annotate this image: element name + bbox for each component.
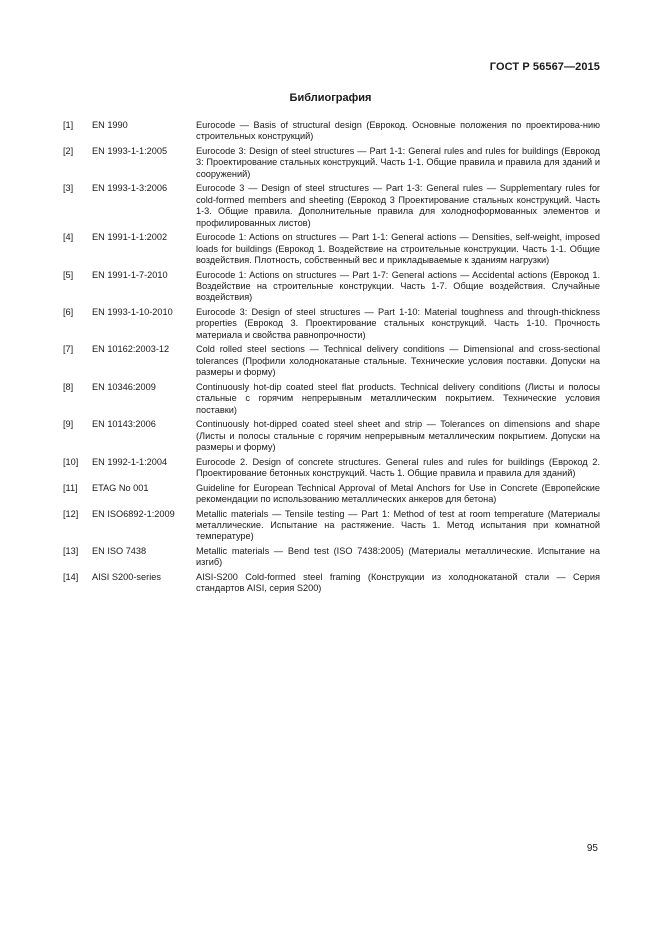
bibliography-entry [63,120,600,143]
entry-number: [8] [63,381,74,392]
entry-code: EN 1993-1-3:2006 [92,183,168,194]
entry-code: EN 1993-1-10-2010 [92,307,173,318]
entry-number: [10] [63,456,79,467]
entry-number: [4] [63,232,74,243]
entry-number: [6] [63,307,74,318]
bibliography-entry [63,572,600,595]
page-number: 95 [586,843,598,854]
bibliography-entry [63,509,600,543]
bibliography-entry [63,546,600,569]
bibliography-entry [63,232,600,266]
entry-code: EN 10143:2006 [92,419,156,430]
entry-number: [9] [63,419,74,430]
entry-description: Eurocode 3: Design of steel structures — Part 1-10: Material toughness and through-thickness properties (Еврокод 3. Проектирование стальных конструкций. Часть 1-10. Прочность материала и свойства равнопрочности) [196,307,600,340]
entry-code: EN 10346:2009 [92,381,156,392]
entry-code: ETAG No 001 [92,482,149,493]
entry-description: Eurocode 2. Design of concrete structures. General rules and rules for buildings (Еврокод 2. Проектирование бетонных конструкций. Часть 1. Общие правила и правила для зданий) [196,456,600,479]
entry-code: EN 1992-1-1:2004 [92,456,168,467]
entry-code: EN 10162:2003-12 [92,344,170,355]
bibliography-title: Библиография [289,92,372,104]
bibliography-entry [63,344,600,378]
entry-number: [11] [63,482,78,493]
entry-description: Eurocode 1: Actions on structures — Part 1-1: General actions — Densities, self-weight, imposed loads for buildings (Еврокод 1. Воздействие на строительные конструкции. Часть 1-1. Общие воздействия. Плотность, собственный вес и прикладываемые к зданиям нагрузки) [196,232,600,266]
entry-number: [13] [63,546,79,557]
entry-number: [5] [63,269,74,280]
entry-number: [7] [63,344,74,355]
entry-code: AISI S200-series [92,572,161,583]
entry-code: EN 1993-1-1:2005 [92,146,168,156]
entry-description: Eurocode 3 — Design of steel structures — Part 1-3: General rules — Supplementary rules for cold-formed members and sheeting (Еврокод 3 Проектирование стальных конструкций. Часть 1-3. Общие правила. Дополнительные правила для холодноформованных элементов и профилированных листов) [196,183,600,228]
bibliography-entry [63,146,600,180]
standard-designation: ГОСТ Р 56567—2015 [489,61,600,73]
entry-code: EN ISO 7438 [92,546,147,557]
entry-description: Metallic materials — Bend test (ISO 7438:2005) (Материалы металлические. Испытание на изгиб) [196,546,600,568]
bibliography-entry [63,457,600,480]
bibliography-entry [63,483,600,506]
entry-code: EN ISO6892-1:2009 [92,508,175,519]
entry-number: [2] [63,146,74,156]
bibliography-entry [63,183,600,229]
entry-code: EN 1991-1-7-2010 [92,269,168,280]
bibliography-entry [63,419,600,453]
entry-number: [3] [63,183,74,194]
entry-description: Continuously hot-dip coated steel flat products. Technical delivery conditions (Листы и полосы стальные с горячим непрерывным металлическим покрытием. Технические условия поставки) [196,381,600,415]
entry-description: Metallic materials — Tensile testing — Part 1: Method of test at room temperature (Материалы металлические. Испытание на растяжение. Часть 1. Метод испытания при комнатной температуре) [196,508,600,542]
bibliography-list [63,120,600,598]
entry-number: [1] [63,120,74,130]
entry-code: EN 1990 [92,120,128,130]
entry-description: Cold rolled steel sections — Technical delivery conditions — Dimensional and cross-sectional tolerances (Профили холоднокатаные стальные. Технические условия поставки. Допуски на размеры и форму) [196,344,600,378]
entry-description: Continuously hot-dipped coated steel sheet and strip — Tolerances on dimensions and shape (Листы и полосы стальные с горячим непрерывным металлическим покрытием. Допуски на размеры и форму) [196,419,600,453]
bibliography-entry [63,382,600,416]
entry-number: [14] [63,572,79,583]
entry-description: AISI-S200 Cold-formed steel framing (Конструкции из холоднокатаной стали — Серия стандартов AISI, серия S200) [196,572,600,594]
bibliography-entry [63,270,600,304]
entry-description: Eurocode — Basis of structural design (Еврокод. Основные положения по проектирова-нию строительных конструкций) [196,120,600,142]
entry-description: Guideline for European Technical Approval of Metal Anchors for Use in Concrete (Европейские рекомендации по использованию металлических анкеров для бетона) [196,482,600,505]
bibliography-entry [63,307,600,341]
entry-number: [12] [63,508,79,519]
entry-code: EN 1991-1-1:2002 [92,232,168,243]
entry-description: Eurocode 1: Actions on structures — Part 1-7: General actions — Accidental actions (Еврокод 1. Воздействие на строительные конструкции. Часть 1-7. Общие воздействия. Случайные воздействия) [196,269,600,303]
entry-description: Eurocode 3: Design of steel structures — Part 1-1: General rules and rules for buildings (Еврокод 3: Проектирование стальных конструкций. Часть 1-1. Общие правила и правила для зданий и сооружений) [196,146,600,179]
